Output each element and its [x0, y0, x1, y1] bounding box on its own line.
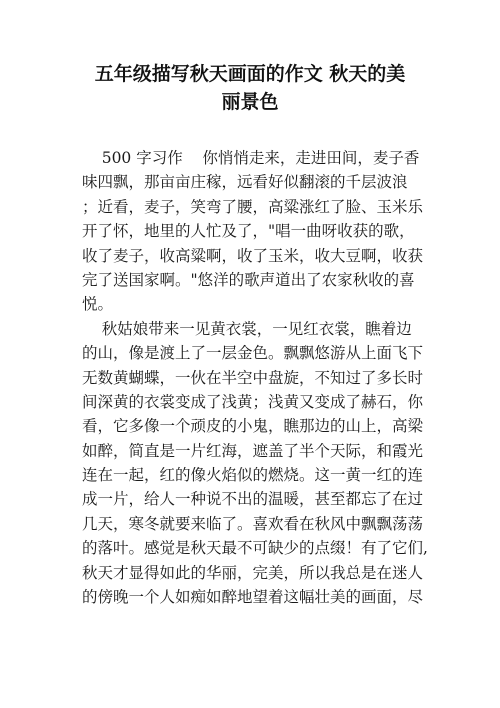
body-line: 无数黄蝴蝶，一伙在半空中盘旋，不知过了多长时	[82, 368, 424, 387]
body-line: 的傍晚一个人如痴如醉地望着这幅壮美的画面，尽	[82, 588, 424, 607]
body-line: 开了怀，地里的人忙及了，"唱一曲呀收获的歌，	[82, 222, 415, 241]
body-line: 完了送国家啊。"悠洋的歌声道出了农家秋收的喜	[82, 270, 415, 289]
document-title	[60, 60, 440, 116]
body-line: 的落叶。感觉是秋天最不可缺少的点缀！有了它们,	[82, 539, 428, 558]
body-line: 收了麦子，收高粱啊，收了玉米，收大豆啊，收获	[82, 246, 424, 265]
title-line-1: 五年级描写秋天画面的作文 秋天的美	[94, 63, 406, 85]
body-line: 秋姑娘带来一见黄衣裳，一见红衣裳，瞧着边	[82, 319, 412, 338]
title-line-2: 丽景色	[221, 91, 279, 113]
body-line: 间深黄的衣裳变成了浅黄；浅黄又变成了赫石，你	[82, 392, 424, 411]
essay-body	[82, 146, 442, 609]
body-line: 如醉，简直是一片红海，遮盖了半个天际，和霞光	[82, 441, 424, 460]
body-line: 连在一起，红的像火焰似的燃烧。这一黄一红的连	[82, 466, 424, 485]
body-line: 几天，寒冬就要来临了。喜欢看在秋风中飘飘荡荡	[82, 514, 424, 533]
body-line: ；近看，麦子，笑弯了腰，高粱涨红了脸、玉米乐	[82, 197, 424, 216]
body-line: 看，它多像一个顽皮的小鬼，瞧那边的山上，高梁	[82, 417, 424, 436]
body-line: 500 字习作 你悄悄走来，走进田间，麦子香	[82, 149, 420, 167]
body-line: 味四飘，那亩亩庄稼，远看好似翻滚的千层波浪	[82, 173, 408, 192]
body-line: 成一片，给人一种说不出的温暖，甚至都忘了在过	[82, 490, 424, 509]
body-line: 的山，像是渡上了一层金色。飘飘悠游从上面飞下	[82, 344, 424, 363]
body-line: 秋天才显得如此的华丽，完美，所以我总是在迷人	[82, 563, 424, 582]
body-line: 悦。	[82, 295, 114, 314]
